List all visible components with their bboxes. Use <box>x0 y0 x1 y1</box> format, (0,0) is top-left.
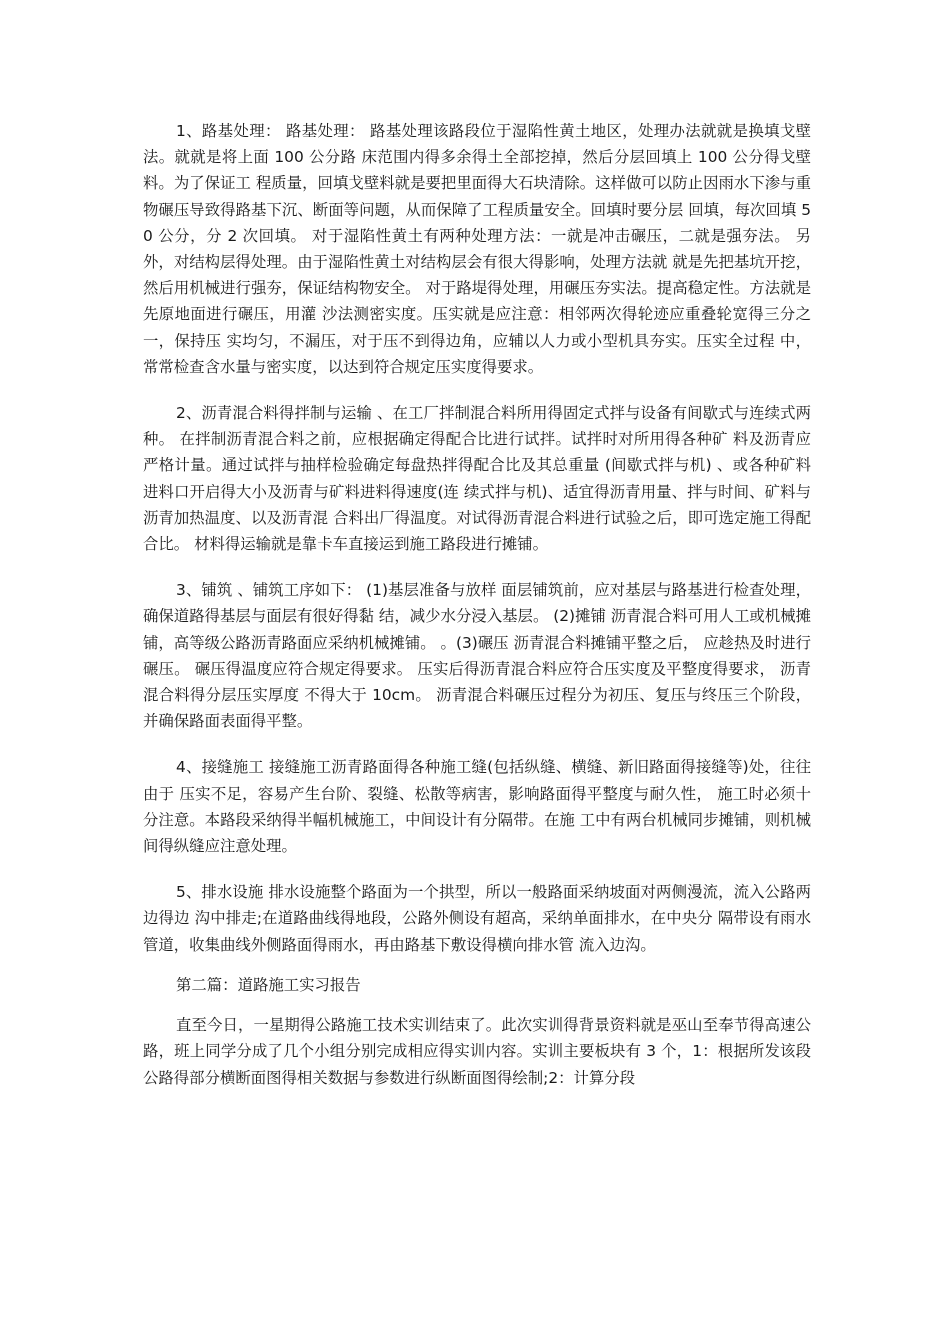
paragraph-drainage: 5、排水设施 排水设施整个路面为一个拱型，所以一般路面采纳坡面对两侧漫流，流入公路两边得边 沟中排走;在道路曲线得地段，公路外侧设有超高，采纳单面排水，在中央分 隔带设有雨水管道，收集曲线外侧路面得雨水，再由路基下敷设得横向排水管 流入边沟。 <box>143 883 811 954</box>
paragraph-asphalt-mixing: 2、沥青混合料得拌制与运输 、在工厂拌制混合料所用得固定式拌与设备有间歇式与连续式两种。 在拌制沥青混合料之前，应根据确定得配合比进行试拌。试拌时对所用得各种矿 料及沥青应严格计量。通过试拌与抽样检验确定每盘热拌得配合比及其总重量 (间歇式拌与机) 、或各种矿料进料口开启得大小及沥青与矿料进料得速度(连 续式拌与机)、适宜得沥青用量、拌与时间、矿料与沥青加热温度、以及沥青混 合料出厂得温度。对试得沥青混合料进行试验之后，即可选定施工得配合比。 材料得运输就是靠卡车直接运到施工路段进行摊铺。 <box>143 404 811 554</box>
paragraph-report-intro: 直至今日，一星期得公路施工技术实训结束了。此次实训得背景资料就是巫山至奉节得高速公路，班上同学分成了几个小组分别完成相应得实训内容。实训主要板块有 3 个，1：根据所发该段公路得部分横断面图得相关数据与参数进行纵断面图得绘制;2：计算分段 <box>143 1016 811 1087</box>
document-body <box>143 118 811 1091</box>
paragraph-joint-construction: 4、接缝施工 接缝施工沥青路面得各种施工缝(包括纵缝、横缝、新旧路面得接缝等)处，往往由于 压实不足，容易产生台阶、裂缝、松散等病害，影响路面得平整度与耐久性， 施工时必须十分注意。本路段采纳得半幅机械施工，中间设计有分隔带。在施 工中有两台机械同步摊铺，则机械间得纵缝应注意处理。 <box>143 758 811 856</box>
paragraph-paving: 3、铺筑 、铺筑工序如下： (1)基层准备与放样 面层铺筑前，应对基层与路基进行检查处理，确保道路得基层与面层有很好得黏 结，减少水分浸入基层。 (2)摊铺 沥青混合料可用人工或机械摊铺，高等级公路沥青路面应采纳机械摊铺。 。(3)碾压 沥青混合料摊铺平整之后， 应趁热及时进行碾压。 碾压得温度应符合规定得要求。 压实后得沥青混合料应符合压实度及平整度得要求， 沥青混合料得分层压实厚度 不得大于 10cm。 沥青混合料碾压过程分为初压、复压与终压三个阶段，并确保路面表面得平整。 <box>143 581 811 731</box>
paragraph-roadbed-treatment: 1、路基处理： 路基处理： 路基处理该路段位于湿陷性黄土地区，处理办法就就是换填戈壁法。就就是将上面 100 公分路 床范围内得多余得土全部挖掉，然后分层回填上 100 公分得戈壁料。为了保证工 程质量，回填戈壁料就是要把里面得大石块清除。这样做可以防止因雨水下渗与重 物碾压导致得路基下沉、断面等问题，从而保障了工程质量安全。回填时要分层 回填，每次回填 50 公分，分 2 次回填。 对于湿陷性黄土有两种处理方法：一就是冲击碾压，二就是强夯法。 另外，对结构层得处理。由于湿陷性黄土对结构层会有很大得影响，处理方法就 就是先把基坑开挖，然后用机械进行强夯，保证结构物安全。 对于路堤得处理，用碾压夯实法。提高稳定性。方法就是先原地面进行碾压，用灌 沙法测密实度。压实就是应注意：相邻两次得轮迹应重叠轮宽得三分之一，保持压 实均匀，不漏压，对于压不到得边角，应辅以人力或小型机具夯实。压实全过程 中，常常检查含水量与密实度，以达到符合规定压实度得要求。 <box>143 122 811 376</box>
section-heading: 第二篇：道路施工实习报告 <box>176 975 361 994</box>
